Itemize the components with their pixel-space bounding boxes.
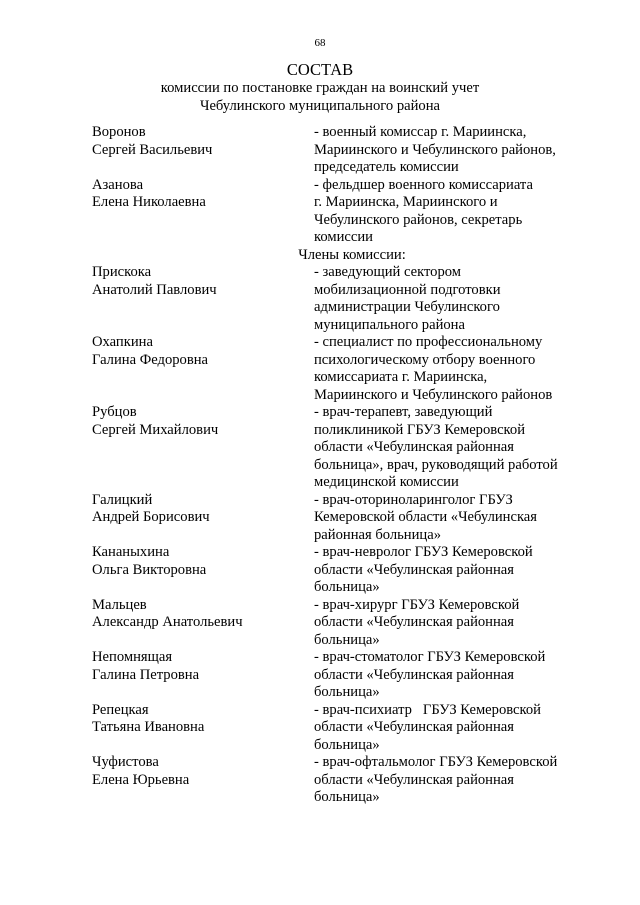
member-surname: Охапкина — [92, 334, 153, 350]
member-surname: Рубцов — [92, 404, 137, 420]
members-label-text: Члены комиссии: — [298, 246, 406, 263]
member-name — [92, 754, 314, 807]
member-name — [92, 404, 314, 492]
member-surname: Азанова — [92, 176, 144, 193]
member-name — [92, 649, 314, 702]
member-role — [314, 702, 584, 755]
member-role — [314, 754, 584, 807]
member-role-line: больница» — [314, 579, 380, 595]
member-given-names: Александр Анатольевич — [92, 614, 243, 630]
member-role-line: - врач-терапевт, заведующий — [314, 404, 493, 420]
member-role-line: Мариинского и Чебулинского районов — [314, 386, 553, 403]
member-role-line: - заведующий сектором — [314, 264, 462, 280]
document-title: СОСТАВ — [286, 60, 354, 79]
member-given-names: Елена Юрьевна — [92, 771, 190, 788]
leadership-list — [92, 124, 592, 247]
members-list — [92, 264, 592, 807]
member-role-line: области «Чебулинская районная — [314, 561, 514, 578]
member-role-line: администрации Чебулинского — [314, 299, 500, 315]
commission-member-entry — [92, 492, 592, 545]
member-role-line: психологическому отбору военного — [314, 351, 536, 368]
member-role-line: области «Чебулинская районная — [314, 719, 514, 735]
member-surname: Мальцев — [92, 596, 147, 613]
member-role-line: г. Мариинска, Мариинского и — [314, 194, 498, 210]
member-role-line: больница» — [314, 631, 380, 648]
member-role — [314, 124, 584, 177]
member-surname: Галицкий — [92, 491, 153, 508]
member-role-line: муниципального района — [314, 316, 465, 333]
member-role-line: - военный комиссар г. Мариинска, — [314, 124, 527, 140]
member-role-line: - врач-хирург ГБУЗ Кемеровской — [314, 596, 520, 613]
member-role-line: - врач-офтальмолог ГБУЗ Кемеровской — [314, 754, 558, 770]
member-name — [92, 177, 314, 247]
member-role-line: области «Чебулинская районная — [314, 771, 514, 788]
member-name — [92, 492, 314, 545]
member-role — [314, 544, 584, 597]
page-number: 68 — [314, 37, 326, 49]
member-surname: Чуфистова — [92, 754, 159, 770]
member-role — [314, 177, 584, 247]
member-role-line: области «Чебулинская районная — [314, 439, 514, 455]
member-role — [314, 334, 584, 404]
commission-member-entry — [92, 264, 592, 334]
commission-member-entry — [92, 544, 592, 597]
members-section-label — [92, 247, 592, 265]
document-subtitle-line-1: комиссии по постановке граждан на воинский учет — [160, 80, 480, 96]
member-role — [314, 264, 584, 334]
member-role-line: больница» — [314, 736, 380, 753]
member-role-line: больница», врач, руководящий работой — [314, 456, 558, 473]
member-given-names: Андрей Борисович — [92, 509, 210, 525]
commission-member-entry — [92, 649, 592, 702]
member-given-names: Татьяна Ивановна — [92, 719, 205, 735]
member-role-line: комиссариата г. Мариинска, — [314, 369, 488, 385]
member-role-line: комиссии — [314, 229, 373, 245]
member-role — [314, 404, 584, 492]
member-given-names: Галина Петровна — [92, 666, 200, 683]
member-surname: Воронов — [92, 124, 146, 140]
member-role-line: больница» — [314, 789, 380, 805]
member-role-line: области «Чебулинская районная — [314, 666, 514, 683]
commission-member-entry — [92, 334, 592, 404]
commission-member-entry — [92, 754, 592, 807]
member-given-names: Елена Николаевна — [92, 194, 206, 210]
member-name — [92, 544, 314, 597]
member-role-line: Кемеровской области «Чебулинская — [314, 509, 538, 525]
document-subtitle-line-2: Чебулинского муниципального района — [199, 97, 441, 114]
member-role — [314, 597, 584, 650]
commission-member-entry — [92, 702, 592, 755]
member-surname: Кананыхина — [92, 544, 170, 560]
document-heading — [0, 60, 640, 115]
commission-member-entry — [92, 177, 592, 247]
commission-list — [92, 124, 592, 807]
member-role — [314, 649, 584, 702]
member-role-line: районная больница» — [314, 526, 442, 543]
member-role-line: - специалист по профессиональному — [314, 334, 543, 350]
member-name — [92, 334, 314, 404]
member-name — [92, 702, 314, 755]
member-name — [92, 124, 314, 177]
member-given-names: Ольга Викторовна — [92, 561, 207, 578]
commission-member-entry — [92, 124, 592, 177]
member-role — [314, 492, 584, 545]
member-name — [92, 597, 314, 650]
member-given-names: Сергей Михайлович — [92, 421, 219, 438]
member-given-names: Сергей Васильевич — [92, 141, 213, 158]
member-role-line: мобилизационной подготовки — [314, 281, 501, 298]
member-name — [92, 264, 314, 334]
commission-member-entry — [92, 597, 592, 650]
member-surname: Репецкая — [92, 701, 149, 718]
member-given-names: Галина Федоровна — [92, 351, 209, 368]
member-role-line: больница» — [314, 684, 380, 700]
member-role-line: председатель комиссии — [314, 159, 459, 175]
member-role-line: - врач-стоматолог ГБУЗ Кемеровской — [314, 649, 546, 665]
member-role-line: - фельдшер военного комиссариата — [314, 176, 533, 193]
member-role-line: области «Чебулинская районная — [314, 614, 514, 630]
member-role-line: - врач-оториноларинголог ГБУЗ — [314, 491, 513, 508]
member-role-line: - врач-психиатр ГБУЗ Кемеровской — [314, 701, 541, 718]
member-role-line: - врач-невролог ГБУЗ Кемеровской — [314, 544, 533, 560]
member-surname: Непомнящая — [92, 649, 173, 665]
member-given-names: Анатолий Павлович — [92, 281, 217, 298]
member-surname: Прискока — [92, 264, 152, 280]
member-role-line: Мариинского и Чебулинского районов, — [314, 141, 556, 158]
member-role-line: поликлиникой ГБУЗ Кемеровской — [314, 421, 526, 438]
member-role-line: Чебулинского районов, секретарь — [314, 211, 523, 228]
commission-member-entry — [92, 404, 592, 492]
member-role-line: медицинской комиссии — [314, 474, 459, 490]
